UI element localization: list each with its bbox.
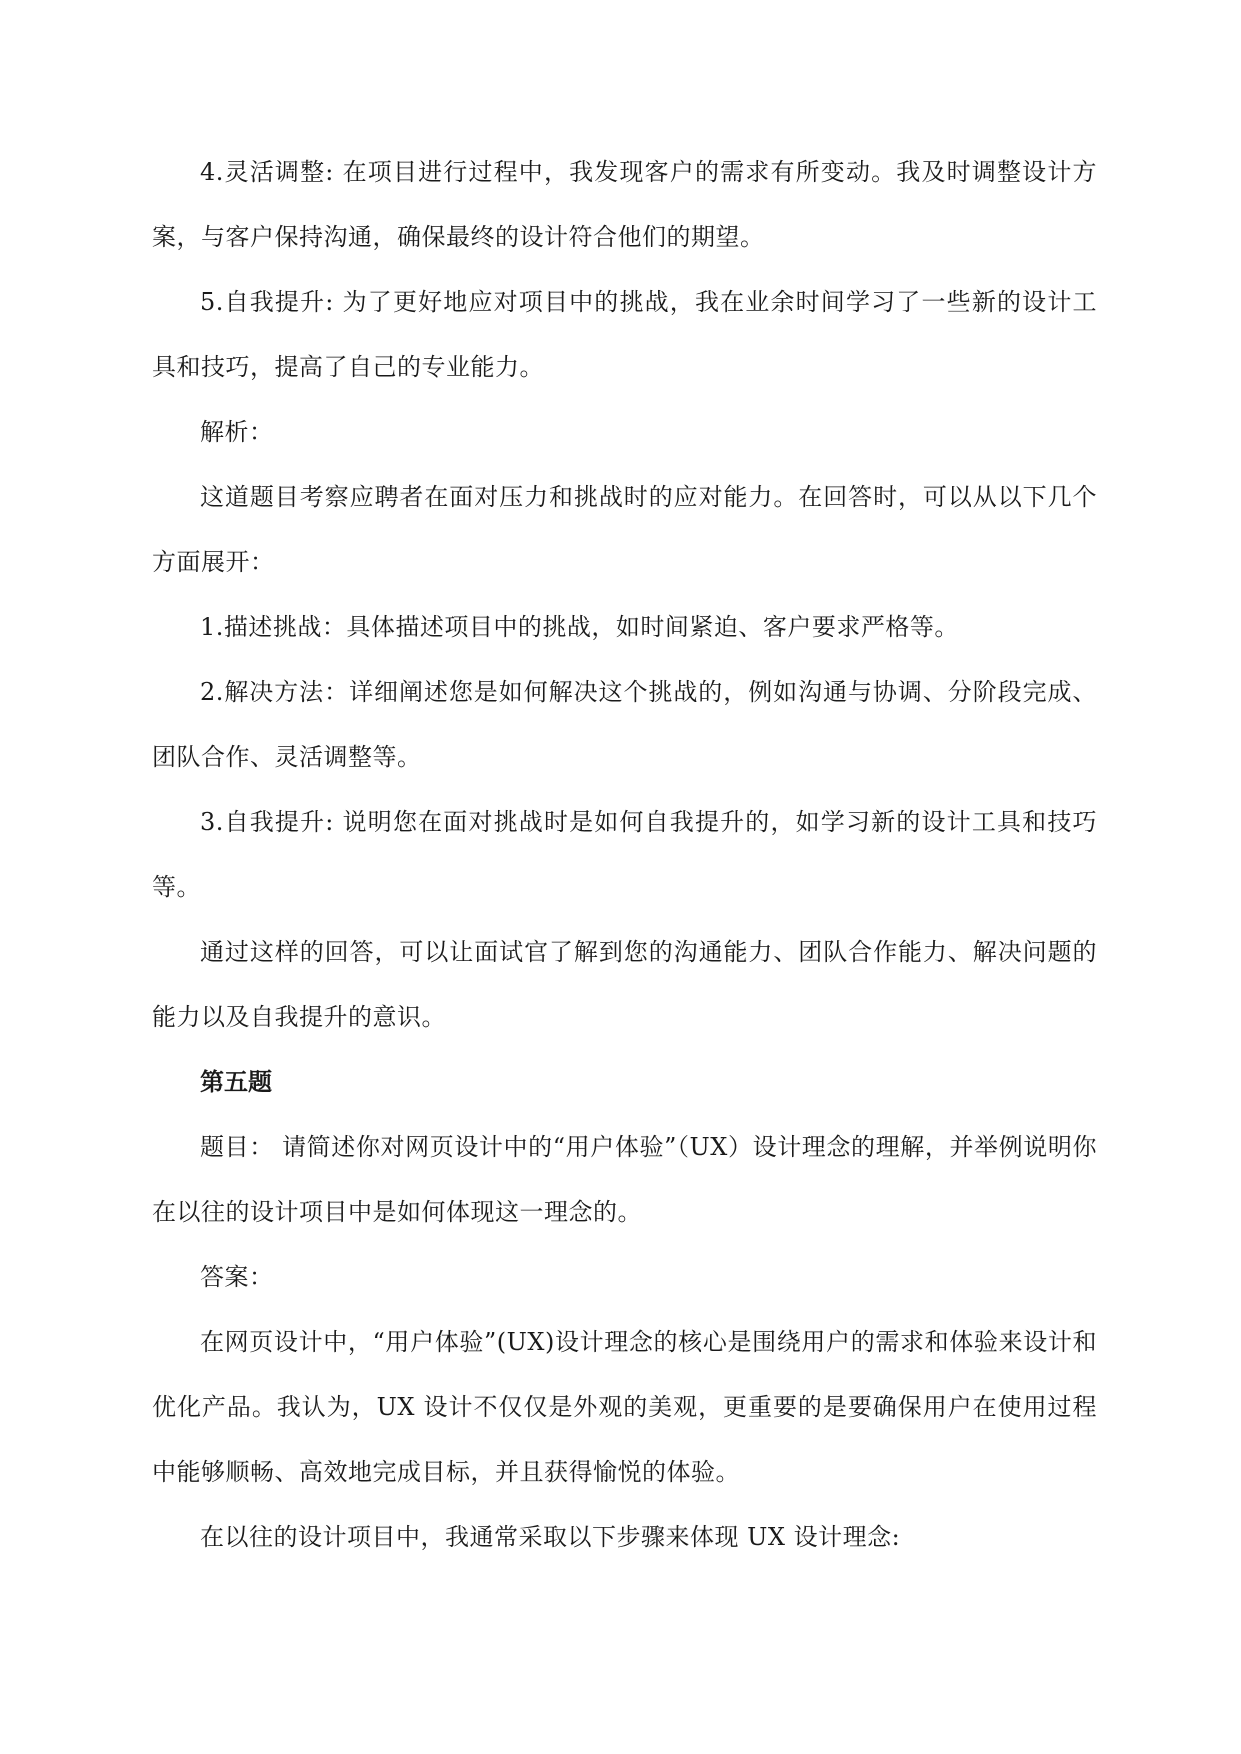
section-title: 第五题	[200, 1068, 272, 1096]
paragraph-flexible-adjustment: 4.灵活调整: 在项目进行过程中，我发现客户的需求有所变动。我及时调整设计方案，与客户保持沟通，确保最终的设计符合他们的期望。	[152, 158, 1097, 251]
paragraph-describe-challenge: 1.描述挑战：具体描述项目中的挑战，如时间紧迫、客户要求严格等。	[200, 613, 959, 641]
paragraph-ux-core: 在网页设计中，“用户体验”(UX)设计理念的核心是围绕用户的需求和体验来设计和优化产品。我认为，UX 设计不仅仅是外观的美观，更重要的是要确保用户在使用过程中能够顺畅、高效地完成目标，并且获得愉悦的体验。	[152, 1328, 1097, 1486]
document-body	[152, 140, 1097, 1570]
paragraph-analysis-label: 解析：	[200, 418, 274, 446]
paragraph-self-improvement-2: 3.自我提升: 说明您在面对挑战时是如何自我提升的，如学习新的设计工具和技巧等。	[152, 808, 1097, 901]
paragraph-answer-label: 答案：	[200, 1263, 274, 1291]
paragraph-question: 题目： 请简述你对网页设计中的“用户体验”（UX）设计理念的理解，并举例说明你在以往的设计项目中是如何体现这一理念的。	[152, 1133, 1097, 1226]
paragraph-analysis-intro: 这道题目考察应聘者在面对压力和挑战时的应对能力。在回答时，可以从以下几个方面展开：	[152, 483, 1097, 576]
paragraph-conclusion: 通过这样的回答，可以让面试官了解到您的沟通能力、团队合作能力、解决问题的能力以及自我提升的意识。	[152, 938, 1097, 1031]
paragraph-ux-steps-intro: 在以往的设计项目中，我通常采取以下步骤来体现 UX 设计理念:	[200, 1523, 901, 1551]
paragraph-solution-method: 2.解决方法：详细阐述您是如何解决这个挑战的，例如沟通与协调、分阶段完成、团队合作、灵活调整等。	[152, 678, 1097, 771]
paragraph-self-improvement: 5.自我提升: 为了更好地应对项目中的挑战，我在业余时间学习了一些新的设计工具和技巧，提高了自己的专业能力。	[152, 288, 1097, 381]
